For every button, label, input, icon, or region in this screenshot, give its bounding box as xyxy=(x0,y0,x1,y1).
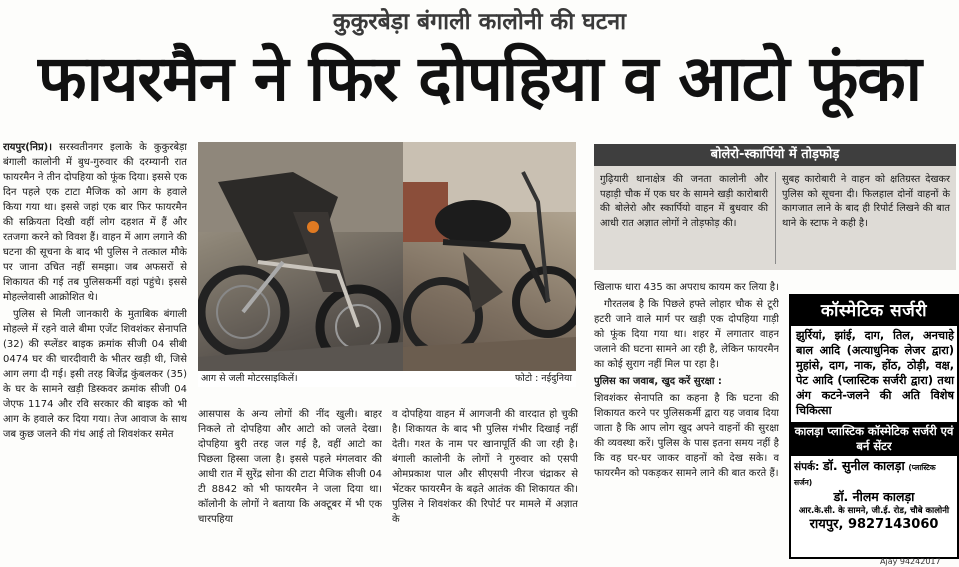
article-column-1 xyxy=(3,140,187,558)
article-paragraph xyxy=(3,140,187,305)
ad-address: आर.के.सी. के सामने, जी.ई. रोड, चौबे कालोनी xyxy=(798,506,950,516)
motorcycle-illustration xyxy=(198,142,403,372)
article-subheading: पुलिस का जवाब, खुद करें सुरक्षा : xyxy=(594,376,722,387)
ad-doctor-2: डॉ. नीलम कालड़ा xyxy=(833,489,915,504)
ad-contact-label: संपर्क: xyxy=(794,461,820,473)
ad-clinic-name: कालड़ा प्लास्टिक कॉस्मेटिक सर्जरी एवं बर्न सेंटर xyxy=(791,422,957,456)
news-photo xyxy=(198,142,576,387)
article-column-2 xyxy=(198,407,382,557)
article-column-4 xyxy=(594,280,779,558)
article-paragraph xyxy=(594,374,779,389)
sidebar-box-text-left: गुढ़ियारी थानाक्षेत्र की जनता कालोनी और पहाड़ी चौक में एक घर के सामने खड़ी कारोबारी की बोलेरो और स्कार्पियो वाहन में बुधवार की आधी रात अज्ञात लोगों ने तोड़फोड़ की। xyxy=(600,174,768,229)
ad-title: कॉस्मेटिक सर्जरी xyxy=(791,296,957,326)
burnt-motorcycle-photo-left xyxy=(198,142,403,387)
article-paragraph: आसपास के अन्य लोगों की नींद खुली। बाहर निकले तो दोपहिया और आटो को जलते देखा। दोपहिया बुरी तरह जल गई है, वहीं आटो का पिछला हिस्सा जला है। इससे पहले मंगलवार की आधी रात में सुरेंद्र सोना की टाटा मैजिक सीजी 04 टी 8842 को भी फायरमैन ने जला दिया था। कॉलोनी के लोगों ने बताया कि अक्टूबर में भी एक चारपहिया xyxy=(198,409,382,525)
burnt-motorcycle-photo-right xyxy=(403,142,576,387)
cosmetic-surgery-ad xyxy=(789,294,959,559)
article-paragraph: खिलाफ धारा 435 का अपराध कायम कर लिया है। xyxy=(594,282,779,293)
article-paragraph: व दोपहिया वाहन में आगजनी की वारदात हो चुकी है। शिकायत के बाद भी पुलिस गंभीर दिखाई नहीं देती। गश्त के नाम पर खानापूर्ति की जा रही है। बंगाली कालोनी के लोगों ने गुरुवार को एसपी ओमप्रकाश पाल और सीएसपी नीरज चंद्राकर से भेंटकर फायरमैन के बढ़ते आतंक की शिकायत की। पुलिस ने शिवशंकर की रिपोर्ट पर मामले में अज्ञात के xyxy=(392,409,578,525)
photo-credit: फोटो : नईदुनिया xyxy=(403,371,576,387)
photo-caption: आग से जली मोटरसाइकिलें। xyxy=(198,371,403,387)
sidebar-box-text-right: सुबह कारोबारी ने वाहन को क्षतिग्रस्त देखकर पुलिस को सूचना दी। फिलहाल दोनों वाहनों के कागजात लाने के बाद ही रिपोर्ट लिखने की बात थाने के स्टाफ ने कही है। xyxy=(782,174,950,229)
article-paragraph: गौरतलब है कि पिछले हफ्ते लोहार चौक से टूरी हटरी जाने वाले मार्ग पर खड़ी एक दोपहिया गाड़ी को फूंक दिया गया था। शहर में लगातार वाहन जलाने की घटना सामने आ रही है, लेकिन फायरमैन का कोई सुराग नहीं मिल पा रहा है। xyxy=(594,299,779,370)
ad-doctor-1-note: (प्लास्टिक सर्जन) xyxy=(794,463,936,487)
ad-contact xyxy=(791,456,957,532)
motorcycle-illustration xyxy=(403,142,576,372)
dateline: रायपुर(निप्र)। xyxy=(3,142,53,153)
ad-doctor-1: डॉ. सुनील कालड़ा xyxy=(822,458,905,473)
article-column-3 xyxy=(392,407,578,557)
paragraph-text: सरस्वतीनगर इलाके के कुकुरबेड़ा बंगाली कालोनी में बुध-गुरुवार की दरम्यानी रात फायरमैन ने तीन दोपहिया को फूंक दिया। इससे एक दिन पहले एक टाटा मैजिक को आग के हवाले किया गया था। इससे जहां एक बार फिर फायरमैन की सक्रियता दिखी वहीं लोग दहशत में हैं और रतजगा करने को विवश हैं। वाहन में आग लगाने की घटना की सूचना के बाद भी पुलिस ने तत्काल मौके पर जाना उचित नहीं समझा। जब अफसरों से शिकायत की गई तब पुलिसकर्मी वहां पहुंचे। इससे मोहल्लेवासी आक्रोशित थे। xyxy=(3,142,187,303)
sidebar-box-divider xyxy=(775,172,776,264)
article-paragraph: पुलिस से मिली जानकारी के मुताबिक बंगाली मोहल्ले में रहने वाले बीमा एजेंट शिवशंकर सेनापति (32) की स्प्लेंडर बाइक क्रमांक सीजी 04 सीबी 0474 घर की चारदीवारी के भीतर खड़ी थी, जिसे आग लगा दी गई। इसी तरह बिजेंद्र कुंबलकर (35) के घर के सामने खड़ी डिस्कवर क्रमांक सीजी 04 जेएफ 1174 और रवि सरकार की बाइक को भी आग के हवाले कर दिया गया। तेज आवाज के साथ जब कुछ जलने की गंध आई तो शिवशंकर समेत xyxy=(3,309,187,440)
ad-code: Ajay 94242017 xyxy=(880,557,941,566)
main-headline: फायरमैन ने फिर दोपहिया व आटो फूंका xyxy=(38,42,921,115)
ad-phone: रायपुर, 9827143060 xyxy=(809,517,939,532)
ad-body-text: झुर्रियां, झांई, दाग, तिल, अनचाहे बाल आदि (अत्याधुनिक लेजर द्वारा) मुहांसे, दाग, नाक, होंठ, ठोड़ी, वक्ष, पेट आदि (प्लास्टिक सर्जरी द्वारा) तथा अंग कटने-जलने की अति विशेष चिकित्सा xyxy=(796,329,954,417)
sidebar-box-title: बोलेरो-स्कार्पियो में तोड़फोड़ xyxy=(710,147,840,162)
kicker-headline: कुकुरबेड़ा बंगाली कालोनी की घटना xyxy=(332,9,627,35)
article-paragraph: शिवशंकर सेनापति का कहना है कि घटना की शिकायत करने पर पुलिसकर्मी द्वारा यह जवाब दिया जाता है कि आप लोग खुद अपने वाहनों की सुरक्षा की व्यवस्था करें। पुलिस के पास इतना समय नहीं है कि वह घर-घर जाकर वाहनों को देख सके। व फायरमैन को पकड़कर सामने लाने की बात करते हैं। xyxy=(594,393,779,479)
